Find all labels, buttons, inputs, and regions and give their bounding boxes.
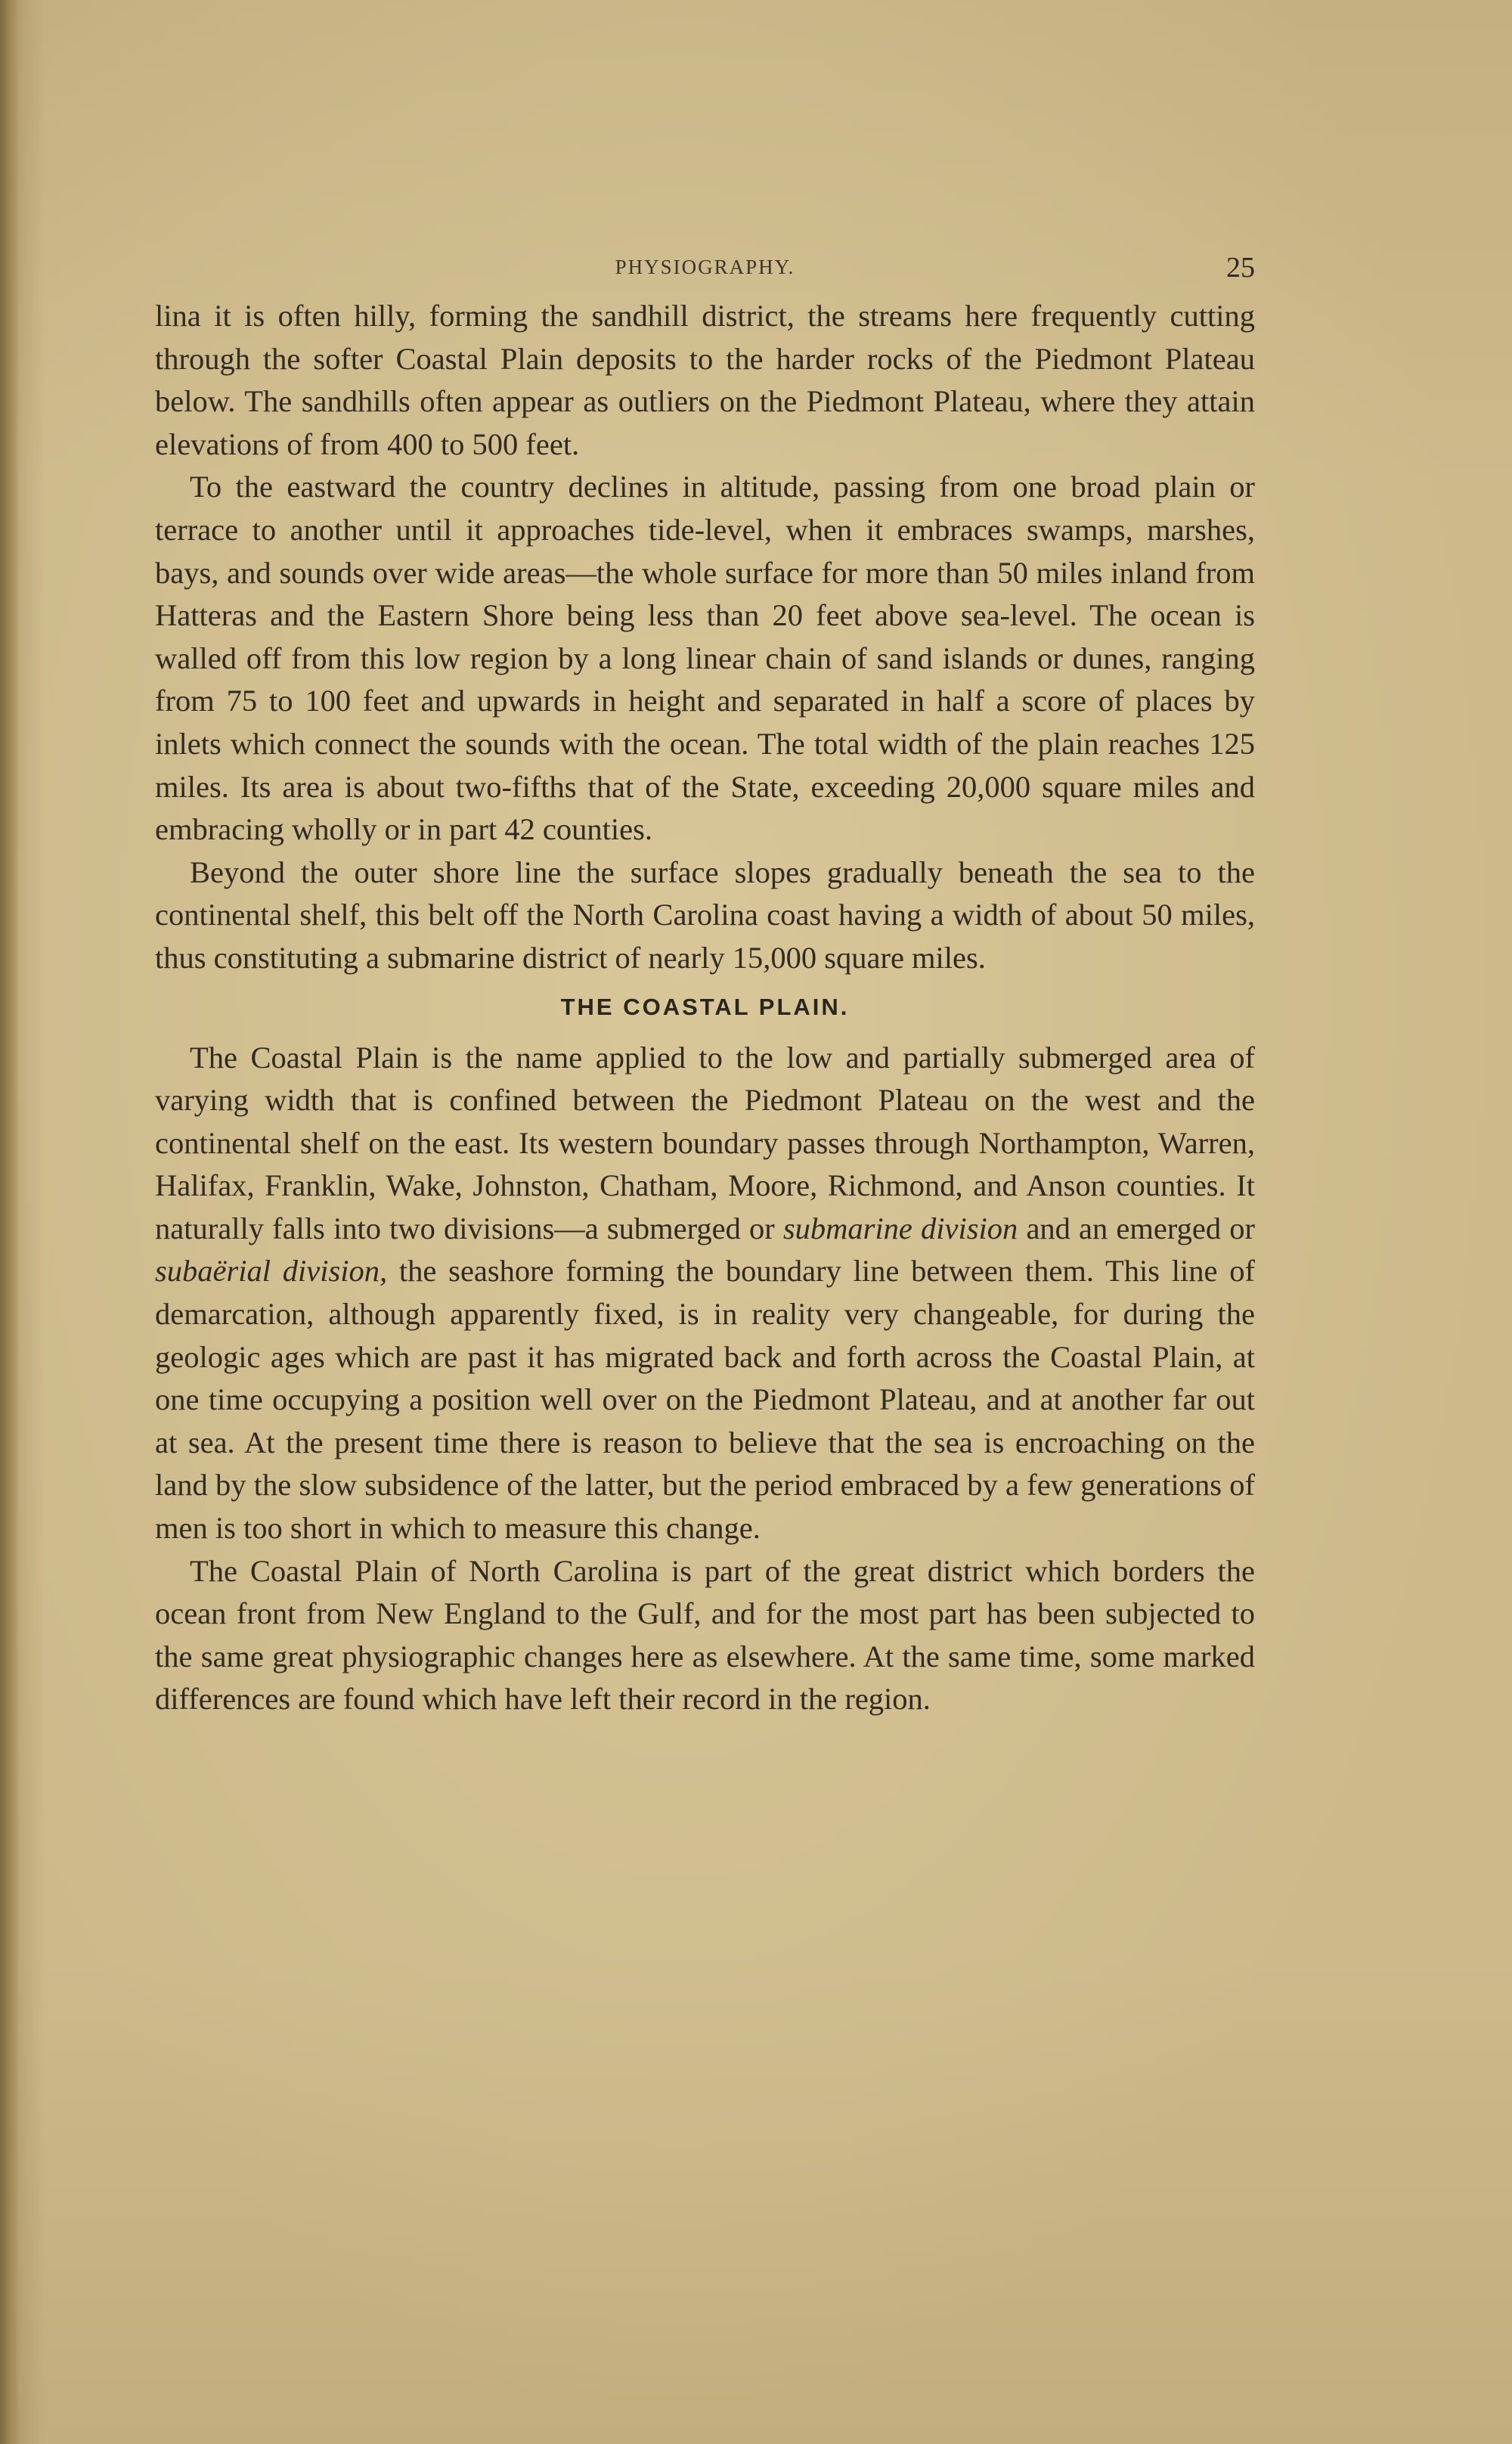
paragraph-continued: lina it is often hilly, forming the sandhill district, the streams here frequently cutting through the softer Coastal Plain deposits to the harder rocks of the Piedmont Plateau below. The sandhills often appear as outliers on the Piedmont Plateau, where they attain elevations of from 400 to 500 feet. bbox=[155, 299, 1255, 461]
running-title: PHYSIOGRAPHY. bbox=[615, 256, 795, 278]
paragraph-shore-line: Beyond the outer shore line the surface slopes gradually beneath the sea to the continental shelf, this belt off the North Carolina coast having a width of about 50 miles, thus constituting a submarine district of nearly 15,000 square miles. bbox=[155, 854, 1255, 975]
italic-term-submarine: submarine division bbox=[782, 1211, 1018, 1245]
text-span: and an emerged or bbox=[1018, 1211, 1255, 1245]
italic-term-subaerial: subaërial division, bbox=[155, 1254, 388, 1289]
paragraph-coastal-plain-nc: The Coastal Plain of North Carolina is part of the great district which borders the ocean front from New England to the Gulf, and for the most part has been subjected to the same great physiographic changes here as elsewhere. At the same time, some marked differences are found which have left their record in the region. bbox=[155, 1553, 1255, 1717]
paragraph-eastward: To the eastward the country declines in altitude, passing from one broad plain or terrace to another until it approaches tide-level, when it embraces swamps, marshes, bays, and sounds over wide areas—the whole surface for more than 50 miles inland from Hatteras and the Eastern Shore being less than 20 feet above sea-level. The ocean is walled off from this low region by a long linear chain of sand islands or dunes, ranging from 75 to 100 feet and upwards in height and separated in half a score of places by inlets which connect the sounds with the ocean. The total width of the plain reaches 125 miles. Its area is about two-fifths that of the State, exceeding 20,000 square miles and embracing wholly or in part 42 counties. bbox=[155, 470, 1255, 847]
page-number: 25 bbox=[1226, 252, 1255, 284]
text-span: The Coastal Plain is the name applied to the low and partially submerged area of varying width that is confined between the Piedmont Plateau on the west and the continental shelf on the east. Its western boundary passes through Northampton, Warren, Halifax, Franklin, Wake, Johnston, Chatham, Moore, Richmond, and Anson counties. It naturally falls into two divisions—a submerged or bbox=[155, 1040, 1255, 1245]
book-spine-edge bbox=[0, 0, 20, 2444]
paragraph-coastal-plain-definition bbox=[155, 1037, 1255, 1550]
book-page bbox=[155, 242, 1255, 1721]
body-text bbox=[155, 295, 1255, 1721]
text-span: the seashore forming the boundary line between them. This line of demarcation, although apparently fixed, is in reality very changeable, for during the geologic ages which are past it has migrated back and forth across the Coastal Plain, at one time occupying a position well over on the Piedmont Plateau, and at another far out at sea. At the present time there is reason to believe that the sea is encroaching on the land by the slow subsidence of the latter, but the period embraced by a few generations of men is too short in which to measure this change. bbox=[155, 1254, 1255, 1546]
running-head bbox=[155, 242, 1255, 295]
section-heading: THE COASTAL PLAIN. bbox=[560, 993, 850, 1020]
